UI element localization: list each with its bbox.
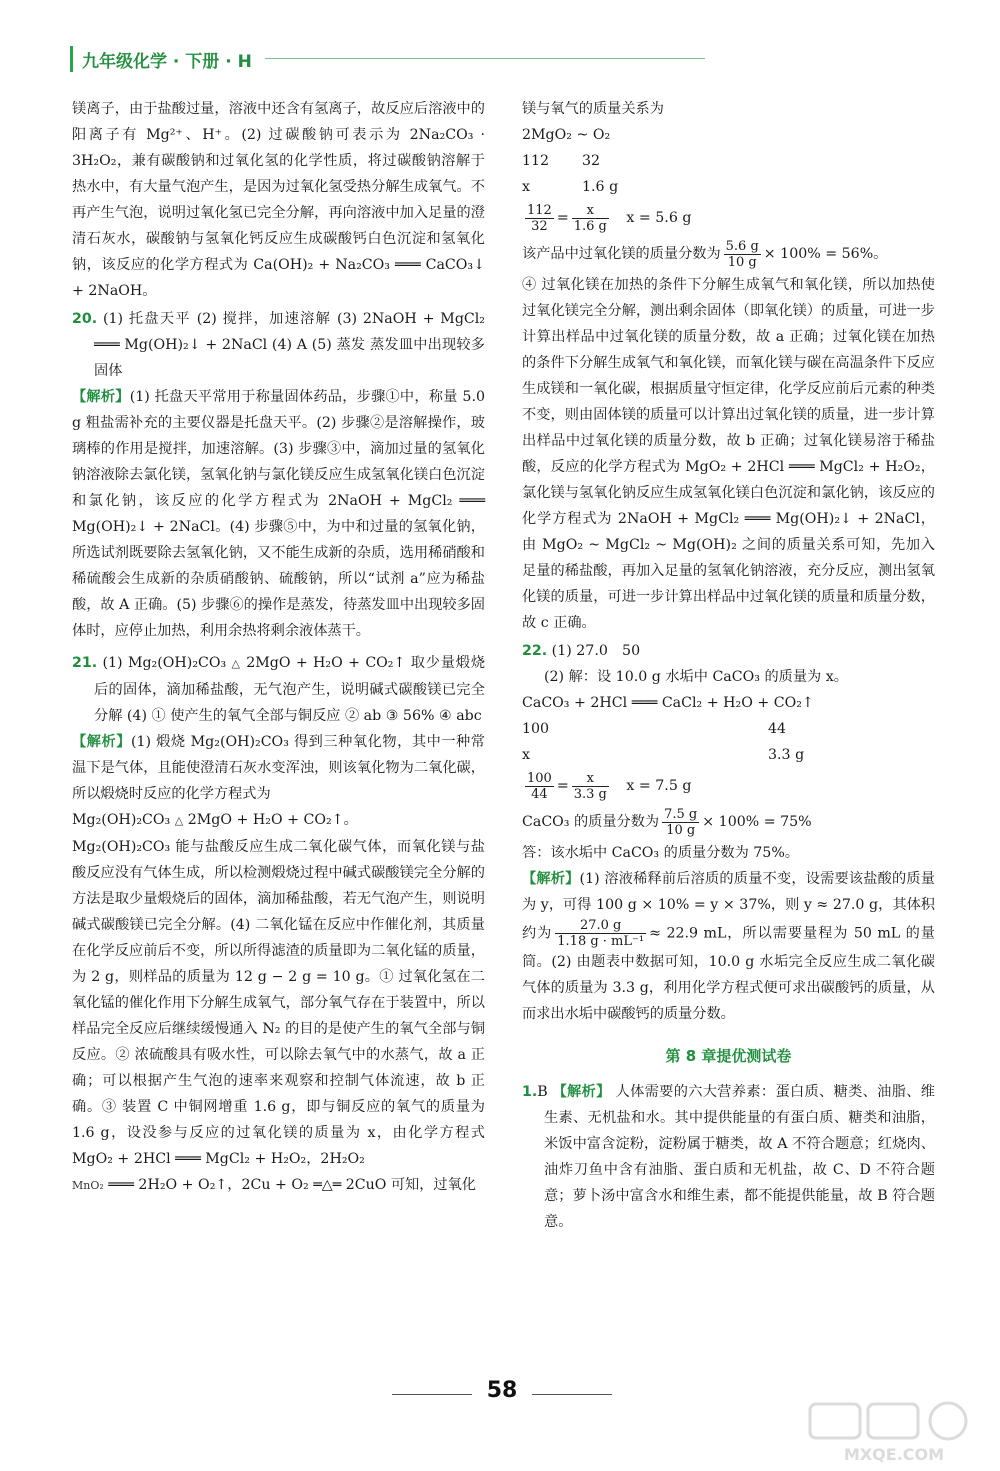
percentage-line-1 — [522, 236, 935, 272]
answer-text-a: (1) Mg₂(OH)₂CO₃ — [102, 655, 227, 671]
solution-intro: (2) 解：设 10.0 g 水垢中 CaCO₃ 的质量为 x。 — [544, 669, 848, 685]
value: 1.6 g — [582, 179, 619, 195]
question-number: 1. — [522, 1084, 538, 1100]
explanation-tag: 【解析】 — [522, 871, 580, 887]
proportion-line-2: $\frac{100}{44}$ = $\frac{x}{3.3 g}$ x = 7.5 g — [527, 770, 692, 802]
right-column — [522, 96, 935, 1235]
relation-values-2 — [522, 174, 935, 200]
value: 32 — [582, 153, 601, 169]
header-accent-bar — [70, 46, 73, 72]
percentage-prefix: CaCO₃ 的质量分数为 — [522, 814, 660, 830]
fraction: $\frac{x}{3.3 g}$ — [573, 770, 607, 802]
footer-rule-left — [392, 1394, 472, 1395]
reaction-values-2 — [522, 742, 935, 768]
answer-text: (1) 27.0 50 — [551, 643, 641, 659]
answer-text: (1) 托盘天平 (2) 搅拌，加速溶解 (3) 2NaOH + MgCl₂ ═══ Mg(OH)₂↓ + 2NaCl (4) A (5) 蒸发 蒸发皿中出现较多固体 — [94, 311, 485, 379]
value: 100 — [522, 721, 550, 737]
explanation-21-cont: Mg₂(OH)₂CO₃ 能与盐酸反应生成二氧化碳气体，而氧化镁与盐酸反应没有气体生成，所以检测煅烧过程中碱式碳酸镁完全分解的方法是取少量煅烧后的固体，滴加稀盐酸，若无气泡产生，则说明碱式碳酸镁已完全分解。(4) 二氧化锰在反应中作催化剂，其质量在化学反应前后不变，所以所得滤渣的质量即为二氧化锰的质量，为 2 g，则样品的质量为 12 g − 2 g = 10 g。① 过氧化氢在二氧化锰的催化作用下分解生成氧气，部分氧气存在于装置中，所以样品完全反应后继续缓慢通入 N₂ 的目的是使产生的氧气全部与铜反应。② 浓硫酸具有吸水性，可以除去氧气中的水蒸气，故 a 正确；可以根据产生气泡的速率来观察和控制气体流速，故 b 正确。③ 装置 C 中铜网增重 1.6 g，即与铜反应的氧气的质量为 1.6 g，设没参与反应的过氧化镁的质量为 x，由化学方程式 MgO₂ + 2HCl ═══ MgCl₂ + H₂O₂，2H₂O₂ — [72, 839, 485, 1167]
question-number: 20. — [72, 311, 98, 327]
value: x — [522, 747, 531, 763]
fraction: $\frac{100}{44}$ — [527, 770, 552, 802]
question-22 — [522, 638, 935, 664]
explanation-22 — [522, 866, 935, 1027]
equation-left: Mg₂(OH)₂CO₃ — [72, 812, 171, 828]
equation-right: 2MgO + H₂O + CO₂↑。 — [187, 812, 358, 828]
reaction-equation: CaCO₃ + 2HCl ═══ CaCl₂ + H₂O + CO₂↑ — [522, 695, 814, 711]
explanation-text: 人体需要的六大营养素：蛋白质、糖类、油脂、维生素、无机盐和水。其中提供能量的有蛋白质、糖类和油脂，米饭中富含淀粉，淀粉属于糖类，故 A 不符合题意；红烧肉、油炸刀鱼中含有油脂、蛋白质和无机盐，故 C、D 不符合题意；萝卜汤中富含水和维生素，都不能提供能量，故 B 符合题意。 — [544, 1084, 935, 1230]
explanation-text-3: ═══ 2H₂O + O₂↑，2Cu + O₂ ═△═ 2CuO 可知，过氧化 — [108, 1177, 476, 1193]
page-number: 58 — [486, 1378, 518, 1403]
percentage-line-2 — [522, 804, 935, 840]
page-header — [70, 44, 650, 74]
explanation-text: (1) 托盘天平常用于称量固体药品，步骤①中，称量 5.0 g 粗盐需补充的主要仪器是托盘天平。(2) 步骤②是溶解操作，玻璃棒的作用是搅拌，加速溶解。(3) 步骤③中，滴加过量的氢氧化钠溶液除去氯化镁，氢氧化钠与氯化镁反应生成氢氧化镁白色沉淀和氯化钠，该反应的化学方程式为 2NaOH + MgCl₂ ═══ Mg(OH)₂↓ + 2NaCl。(4) 步骤⑤中，为中和过量的氢氧化钠，所选试剂既要除去氢氧化钠，又不能生成新的杂质，选用稀硝酸和稀硫酸会生成新的杂质硝酸钠、硫酸钠，所以“试剂 a”应为稀盐酸，故 A 正确。(5) 步骤⑥的操作是蒸发，待蒸发皿中出现较多固体时，应停止加热，利用余热将剩余液体蒸干。 — [72, 389, 485, 639]
explanation-tag: 【解析】 — [72, 389, 130, 405]
watermark-text: MXQE.COM — [843, 1445, 945, 1464]
header-title: 九年级化学 · 下册 · H — [82, 52, 252, 72]
question-1 — [522, 1079, 935, 1235]
fraction: $\frac{27.0 g}{\text{1.18 g · mL⁻¹}}$ — [557, 918, 645, 949]
fraction: $\frac{5.6 g}{10 g}$ — [725, 238, 759, 270]
percentage-suffix: × 100% = 75% — [702, 814, 812, 830]
section-title: 第 8 章提优测试卷 — [665, 1047, 792, 1065]
value: 44 — [768, 721, 787, 737]
left-column — [72, 96, 485, 1199]
header-rule — [265, 58, 705, 59]
value: x — [522, 179, 531, 195]
right-paragraph-1: 镁与氧气的质量关系为 — [522, 101, 664, 117]
explanation-tag: 【解析】 — [552, 1084, 611, 1100]
explanation-text-2: ≈ 22.9 mL，所以需要量程为 50 mL 的量筒。(2) 由题表中数据可知，10.0 g 水垢完全反应生成二氧化碳气体的质量为 3.3 g，利用化学方程式便可求出碳酸钙的质量，从而求出水垢中碳酸钙的质量分数。 — [522, 925, 935, 1022]
question-number: 21. — [72, 655, 98, 671]
result: x = 5.6 g — [626, 210, 692, 226]
question-21 — [72, 650, 485, 729]
percentage-suffix: × 100% = 56%。 — [763, 246, 888, 262]
explanation-21 — [72, 729, 485, 807]
value: 112 — [522, 153, 550, 169]
answer-letter: B — [537, 1084, 548, 1100]
explanation-text-1: (1) 煅烧 Mg₂(OH)₂CO₃ 得到三种氧化物，其中一种常温下是气体，且能使澄清石灰水变浑浊，则该氧化物为二氧化碳，所以煅烧时反应的化学方程式为 — [72, 734, 485, 802]
value: 3.3 g — [768, 747, 805, 763]
heat-symbol: △ — [174, 814, 184, 827]
proportion-line-1: $\frac{112}{32}$ = $\frac{x}{1.6 g}$ x = 5.6 g — [527, 202, 692, 234]
fraction: $\frac{112}{32}$ — [527, 202, 552, 234]
question-number: 22. — [522, 643, 548, 659]
reaction-values-1 — [522, 716, 935, 742]
relation-values-1 — [522, 148, 935, 174]
right-paragraph-4: ④ 过氧化镁在加热的条件下分解生成氧气和氧化镁，所以加热使过氧化镁完全分解，测出剩余固体（即氧化镁）的质量，可进一步计算出样品中过氧化镁的质量分数，故 a 正确；过氧化镁在加热的条件下分解生成氧气和氧化镁，而氧化镁与碳在高温条件下反应生成镁和一氧化碳，根据质量守恒定律，化学反应前后元素的种类不变，则由固体镁的质量可以计算出过氧化镁的质量，进一步计算出样品中过氧化镁的质量分数，故 b 正确；过氧化镁易溶于稀盐酸，反应的化学方程式为 MgO₂ + 2HCl ═══ MgCl₂ + H₂O₂，氯化镁与氢氧化钠反应生成氢氧化镁白色沉淀和氯化钠，该反应的化学方程式为 2NaOH + MgCl₂ ═══ Mg(OH)₂↓ + 2NaCl，由 MgO₂ ~ MgCl₂ ~ Mg(OH)₂ 之间的质量关系可知，先加入足量的稀盐酸，再加入足量的氢氧化钠溶液，充分反应，测出氢氧化镁的质量，可进一步计算出样品中过氧化镁的质量和质量分数，故 c 正确。 — [522, 277, 935, 631]
footer-rule-right — [532, 1394, 612, 1395]
catalyst-label: MnO₂ — [72, 1179, 104, 1192]
final-answer: 答：该水垢中 CaCO₃ 的质量分数为 75%。 — [522, 845, 799, 861]
fraction: $\frac{x}{1.6 g}$ — [573, 202, 607, 234]
left-paragraph-1: 镁离子，由于盐酸过量，溶液中还含有氢离子，故反应后溶液中的阳离子有 Mg²⁺、H⁺。(2) 过碳酸钠可表示为 2Na₂CO₃ · 3H₂O₂，兼有碳酸钠和过氧化氢的化学性质，将过碳酸钠溶解于热水中，有大量气泡产生，是因为过氧化氢受热分解生成氧气。不再产生气泡，说明过氧化氢已完全分解，再向溶液中加入足量的澄清石灰水，碳酸钠与氢氧化钙反应生成碳酸钙白色沉淀和氢氧化钠，该反应的化学方程式为 Ca(OH)₂ + Na₂CO₃ ═══ CaCO₃↓ + 2NaOH。 — [72, 101, 485, 299]
watermark-logo — [806, 1400, 982, 1466]
equation-catalyst-line — [72, 1172, 485, 1199]
explanation-tag: 【解析】 — [72, 734, 131, 750]
fraction: $\frac{7.5 g}{10 g}$ — [664, 806, 698, 838]
explanation-text-1: (1) 溶液稀释前后溶质的质量不变，设需要该盐酸的质量为 y，可得 100 g × 10% = y × 37%，则 y ≈ 27.0 g，其体积约为 — [522, 871, 935, 942]
equation-line — [72, 807, 485, 834]
relation-line: 2MgO₂ ~ O₂ — [522, 127, 611, 143]
answer-text-b: 2MgO + H₂O + CO₂↑ 取少量煅烧后的固体，滴加稀盐酸，无气泡产生，说明碱式碳酸镁已完全分解 (4) ① 使产生的氧气全部与铜反应 ② ab ③ 56% ④ abc — [94, 655, 486, 724]
heat-symbol: △ — [231, 657, 241, 670]
result: x = 7.5 g — [626, 778, 692, 794]
explanation-20 — [72, 384, 485, 644]
question-20 — [72, 306, 485, 384]
percentage-prefix: 该产品中过氧化镁的质量分数为 — [522, 246, 721, 262]
